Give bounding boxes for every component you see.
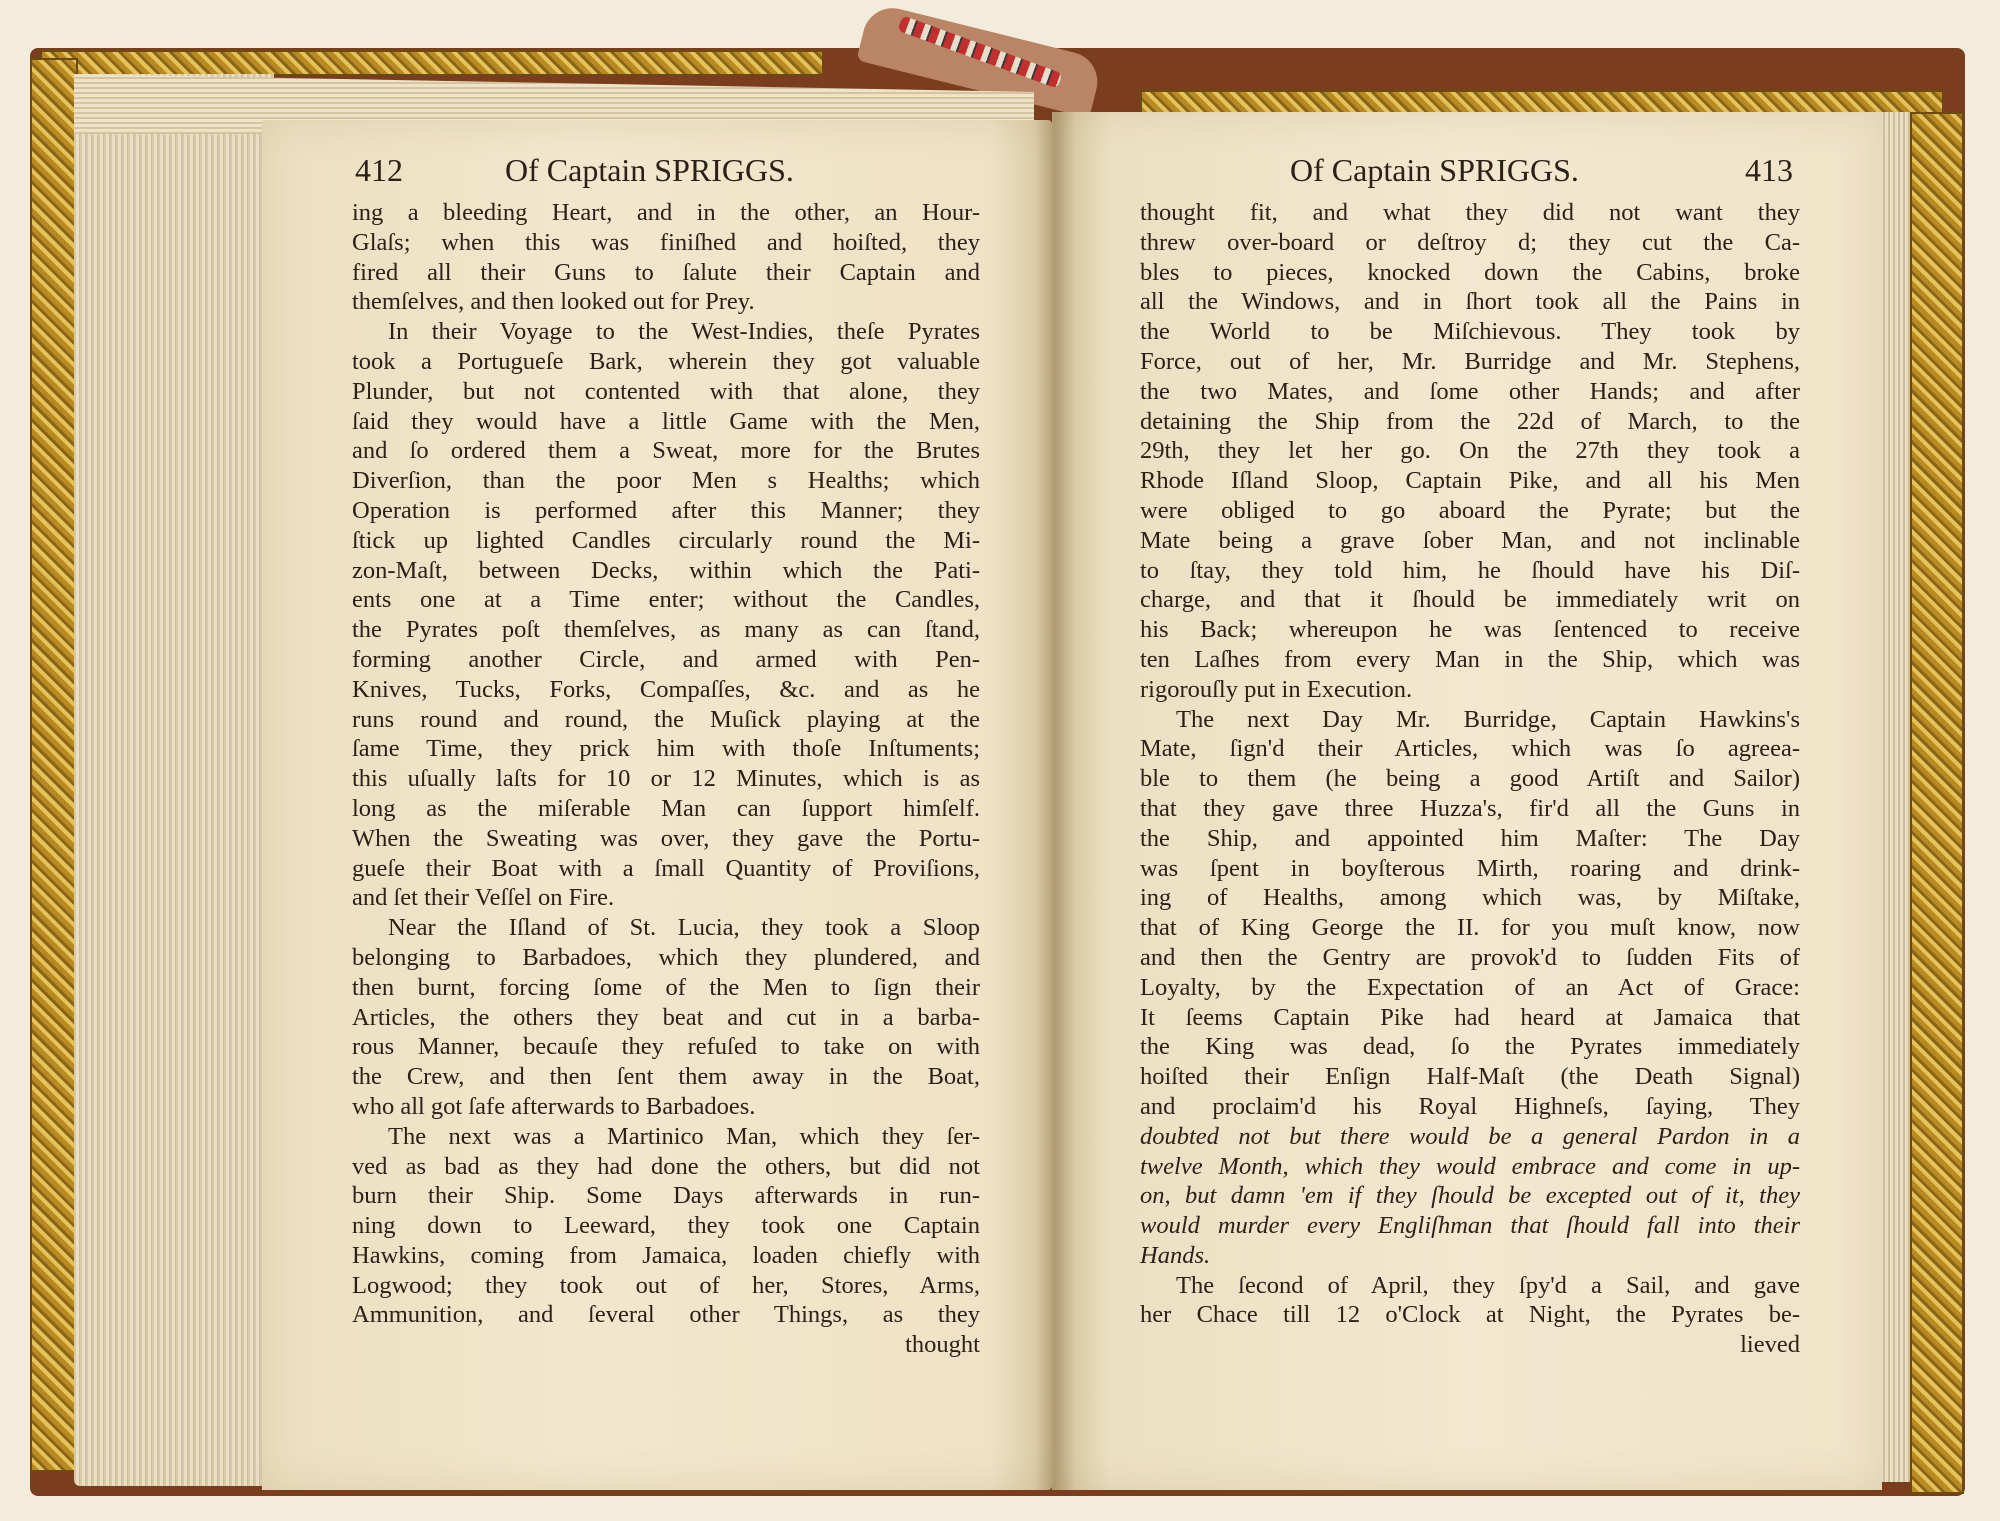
text-line: Near the Iſland of St. Lucia, they took a Sloop	[388, 914, 980, 942]
text-line: In their Voyage to the West-Indies, theſe Pyrates	[388, 318, 980, 346]
text-line: Glaſs; when this was finiſhed and hoiſted, they	[352, 228, 980, 256]
text-line: would murder every Engliſhman that ſhould fall into their	[1140, 1212, 1800, 1240]
text-line: ſaid they would have a little Game with the Men,	[352, 407, 980, 435]
left-page-text	[352, 198, 980, 1360]
text-line: Logwood; they took out of her, Stores, Arms,	[352, 1271, 980, 1299]
text-line: Plunder, but not contented with that alone, they	[352, 377, 980, 405]
text-line: The next was a Martinico Man, which they ſer-	[388, 1122, 980, 1150]
text-line: ing a bleeding Heart, and in the other, an Hour-	[352, 199, 980, 226]
text-line: fired all their Guns to ſalute their Captain and	[352, 258, 980, 286]
text-line: Loyalty, by the Expectation of an Act of Grace:	[1140, 973, 1800, 1001]
text-line: Hawkins, coming from Jamaica, loaden chiefly with	[352, 1241, 980, 1269]
text-line: this uſually laſts for 10 or 12 Minutes, which is as	[352, 765, 980, 793]
text-line: were obliged to go aboard the Pyrate; but the	[1140, 496, 1800, 524]
text-line: Ammunition, and ſeveral other Things, as they	[352, 1301, 980, 1329]
text-line: ten Laſhes from every Man in the Ship, which was	[1140, 645, 1800, 673]
text-line: and ſo ordered them a Sweat, more for the Brutes	[352, 437, 980, 465]
text-line: long as the miſerable Man can ſupport himſelf.	[352, 794, 980, 822]
left-running-title: Of Captain SPRIGGS.	[505, 152, 794, 188]
text-line: bles to pieces, knocked down the Cabins, broke	[1140, 258, 1800, 286]
text-line: rous Manner, becauſe they refuſed to take on with	[352, 1033, 980, 1061]
gilt-border-right	[1910, 112, 1964, 1494]
right-page-number: 413	[1745, 152, 1793, 188]
text-line: and proclaim'd his Royal Highneſs, ſaying, They	[1140, 1092, 1800, 1120]
text-line: charge, and that it ſhould be immediately writ on	[1140, 586, 1800, 614]
page-edges-left	[74, 74, 274, 1486]
text-line: themſelves, and then looked out for Prey.	[352, 288, 755, 316]
text-line: and then the Gentry are provok'd to ſudden Fits of	[1140, 943, 1800, 971]
text-line: 29th, they let her go. On the 27th they took a	[1140, 437, 1800, 465]
text-line: Force, out of her, Mr. Burridge and Mr. Stephens,	[1140, 347, 1800, 375]
text-line: ning down to Leeward, they took one Captain	[352, 1212, 980, 1240]
text-line: ſtick up lighted Candles circularly round the Mi-	[352, 526, 980, 554]
text-line: the Pyrates poſt themſelves, as many as can ſtand,	[352, 616, 980, 644]
gilt-border-top-left	[40, 50, 824, 76]
text-line: threw over-board or deſtroy d; they cut the Ca-	[1140, 228, 1800, 256]
text-line: ble to them (he being a good Artiſt and Sailor)	[1140, 765, 1800, 793]
text-line: gueſe their Boat with a ſmall Quantity of Proviſions,	[352, 854, 980, 882]
text-line: rigorouſly put in Execution.	[1140, 675, 1413, 703]
gilt-border-left	[30, 58, 78, 1472]
text-line: ſame Time, they prick him with thoſe Inſtuments;	[352, 735, 980, 763]
text-line: that of King George the II. for you muſt know, now	[1140, 914, 1800, 942]
text-line: took a Portugueſe Bark, wherein they got valuable	[352, 347, 980, 375]
text-line: The next Day Mr. Burridge, Captain Hawkins's	[1176, 705, 1800, 733]
text-line: then burnt, forcing ſome of the Men to ſign their	[352, 973, 980, 1001]
text-line: Mate, ſign'd their Articles, which was ſo agreea-	[1140, 735, 1800, 763]
text-line: The ſecond of April, they ſpy'd a Sail, and gave	[1176, 1271, 1800, 1299]
book-gutter	[1035, 112, 1075, 1490]
text-line: all the Windows, and in ſhort took all the Pains in	[1140, 288, 1800, 316]
text-line: ing of Healths, among which was, by Miſtake,	[1140, 884, 1800, 912]
text-line: the King was dead, ſo the Pyrates immediately	[1140, 1033, 1800, 1061]
right-page-text	[1140, 198, 1800, 1360]
text-line: Knives, Tucks, Forks, Compaſſes, &c. and as he	[352, 675, 980, 703]
text-line: It ſeems Captain Pike had heard at Jamaica that	[1140, 1003, 1800, 1031]
text-line: Rhode Iſland Sloop, Captain Pike, and all his Men	[1140, 467, 1800, 495]
text-line: burn their Ship. Some Days afterwards in run-	[352, 1182, 980, 1210]
text-line: Articles, the others they beat and cut in a barba-	[352, 1003, 980, 1031]
catchword: lieved	[1740, 1331, 1800, 1359]
text-line: that they gave three Huzza's, fir'd all the Guns in	[1140, 794, 1800, 822]
text-line: detaining the Ship from the 22d of March, to the	[1140, 407, 1800, 435]
text-line: the Crew, and then ſent them away in the Boat,	[352, 1063, 980, 1091]
text-line: on, but damn 'em if they ſhould be excepted out of it, they	[1140, 1182, 1800, 1210]
text-line: Diverſion, than the poor Men s Healths; which	[352, 467, 980, 495]
text-line: the World to be Miſchievous. They took by	[1140, 318, 1800, 346]
text-line: to ſtay, they told him, he ſhould have his Diſ-	[1140, 556, 1800, 584]
text-line: forming another Circle, and armed with Pen-	[352, 645, 980, 673]
text-line: zon-Maſt, between Decks, within which the Pati-	[352, 556, 980, 584]
text-line: ents one at a Time enter; without the Candles,	[352, 586, 980, 614]
text-line: and ſet their Veſſel on Fire.	[352, 884, 615, 912]
text-line: runs round and round, the Muſick playing at the	[352, 705, 980, 733]
text-line: who all got ſafe afterwards to Barbadoes.	[352, 1092, 756, 1120]
text-line: twelve Month, which they would embrace and come in up-	[1140, 1152, 1800, 1180]
text-line: her Chace till 12 o'Clock at Night, the Pyrates be-	[1140, 1301, 1800, 1329]
right-running-title: Of Captain SPRIGGS.	[1290, 152, 1579, 188]
text-line: the Ship, and appointed him Maſter: The Day	[1140, 824, 1800, 852]
text-line: doubted not but there would be a general Pardon in a	[1140, 1122, 1800, 1150]
text-line: his Back; whereupon he was ſentenced to receive	[1140, 616, 1800, 644]
text-line: was ſpent in boyſterous Mirth, roaring and drink-	[1140, 854, 1800, 882]
text-line: ved as bad as they had done the others, but did not	[352, 1152, 980, 1180]
text-line: When the Sweating was over, they gave the Portu-	[352, 824, 980, 852]
text-line: Hands.	[1140, 1241, 1211, 1269]
catchword: thought	[905, 1331, 980, 1359]
text-line: belonging to Barbadoes, which they plundered, and	[352, 943, 980, 971]
text-line: Operation is performed after this Manner; they	[352, 496, 980, 524]
left-page-number: 412	[355, 152, 403, 188]
text-line: Mate being a grave ſober Man, and not inclinable	[1140, 526, 1800, 554]
text-line: thought fit, and what they did not want they	[1140, 199, 1800, 226]
text-line: hoiſted their Enſign Half-Maſt (the Death Signal)	[1140, 1063, 1800, 1091]
text-line: the two Mates, and ſome other Hands; and after	[1140, 377, 1800, 405]
